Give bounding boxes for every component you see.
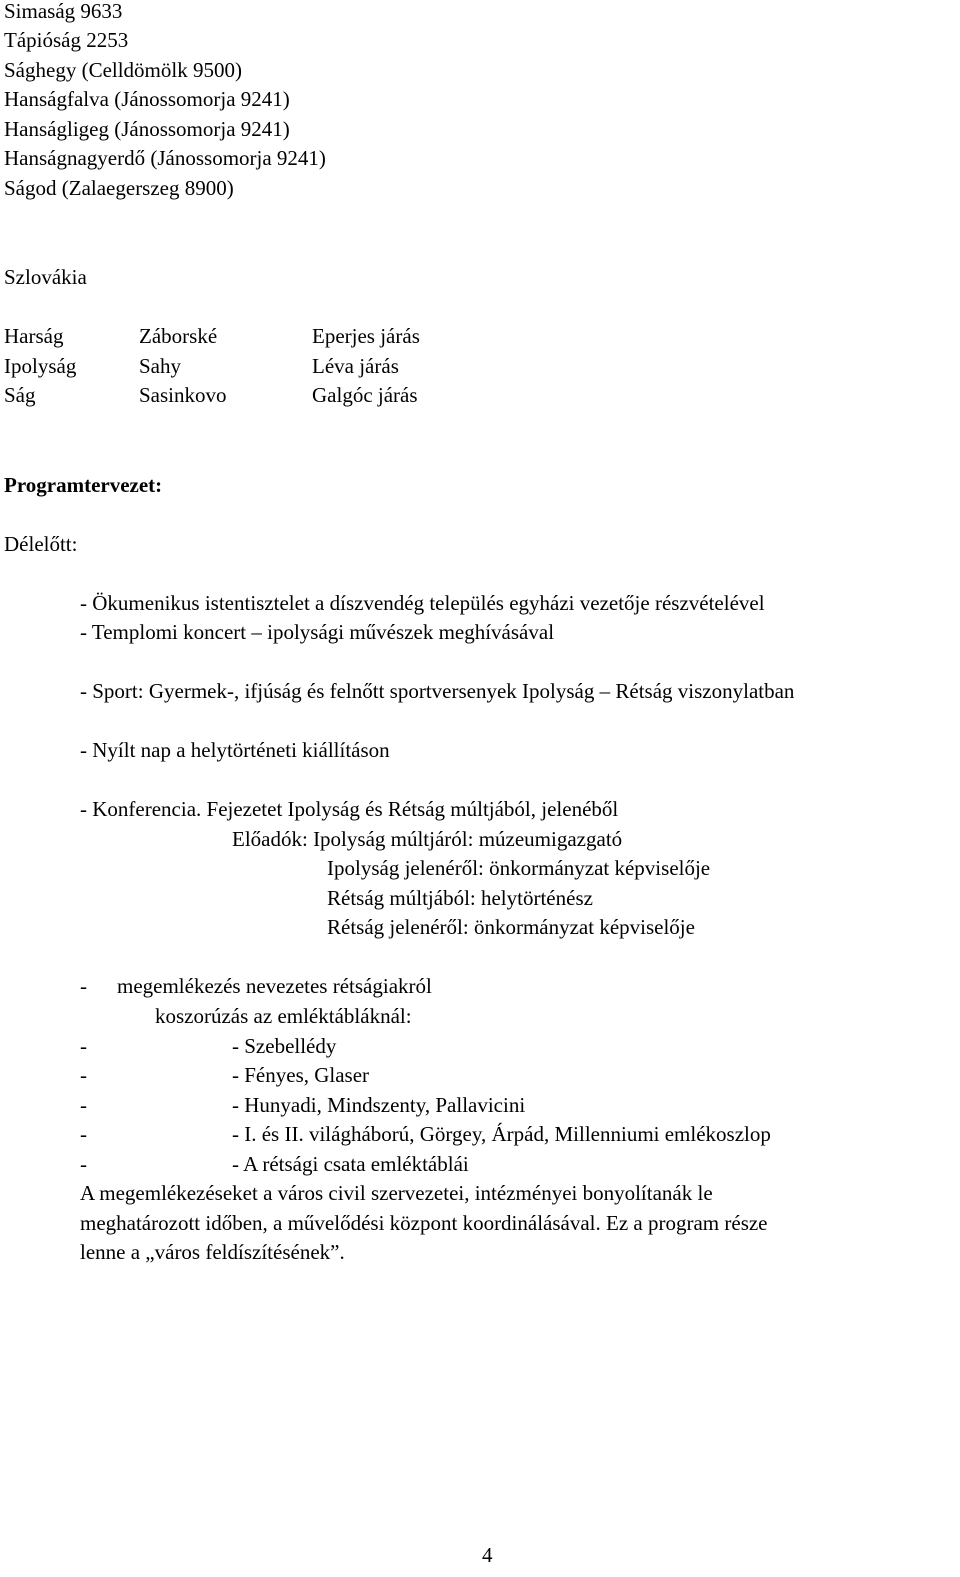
list-item: Hanságligeg (Jánossomorja 9241) xyxy=(4,117,290,141)
list-item: - A rétsági csata emléktáblái xyxy=(232,1152,469,1176)
hu-name-cell: Harság xyxy=(4,324,64,348)
morning-label: Délelőtt: xyxy=(4,532,78,556)
list-item: Sághegy (Celldömölk 9500) xyxy=(4,58,242,82)
dash: - xyxy=(80,1034,87,1058)
list-item: Simaság 9633 xyxy=(4,0,123,23)
paragraph-line: meghatározott időben, a művelődési központ koordinálásával. Ez a program része xyxy=(80,1211,768,1235)
speaker-item: Ipolyság jelenéről: önkormányzat képviselője xyxy=(327,856,711,880)
list-item: - Fényes, Glaser xyxy=(232,1063,370,1087)
paragraph-line: A megemlékezéseket a város civil szervezetei, intézményei bonyolítanák le xyxy=(80,1181,713,1205)
speakers-first: Előadók: Ipolyság múltjáról: múzeumigazgató xyxy=(232,827,623,851)
district-cell: Léva járás xyxy=(312,354,399,378)
slovakia-heading: Szlovákia xyxy=(4,265,87,289)
dash: - xyxy=(80,974,87,998)
program-heading: Programtervezet: xyxy=(4,473,163,497)
paragraph-line: lenne a „város feldíszítésének”. xyxy=(80,1240,345,1264)
list-item: - I. és II. világháború, Görgey, Árpád, Millenniumi emlékoszlop xyxy=(232,1122,771,1146)
sk-name-cell: Záborské xyxy=(139,324,218,348)
district-cell: Eperjes járás xyxy=(312,324,420,348)
dash: - xyxy=(80,1093,87,1117)
dash: - xyxy=(80,1122,87,1146)
sk-name-cell: Sahy xyxy=(139,354,181,378)
dash: - xyxy=(80,1063,87,1087)
list-item: - Konferencia. Fejezetet Ipolyság és Rétság múltjából, jelenéből xyxy=(80,797,619,821)
list-item: Hanságfalva (Jánossomorja 9241) xyxy=(4,87,290,111)
list-item: - Ökumenikus istentisztelet a díszvendég település egyházi vezetője részvételével xyxy=(80,591,765,615)
page-number: 4 xyxy=(482,1543,493,1567)
list-item: - Hunyadi, Mindszenty, Pallavicini xyxy=(232,1093,526,1117)
list-item: - Sport: Gyermek-, ifjúság és felnőtt sportversenyek Ipolyság – Rétság viszonylatban xyxy=(80,679,795,703)
list-item: Ságod (Zalaegerszeg 8900) xyxy=(4,176,234,200)
list-item: Tápióság 2253 xyxy=(4,28,129,52)
speaker-item: Rétság múltjából: helytörténész xyxy=(327,886,593,910)
dash: - xyxy=(80,1152,87,1176)
wreath-label: koszorúzás az emléktábláknál: xyxy=(155,1004,412,1028)
list-item: - Szebellédy xyxy=(232,1034,337,1058)
list-item: - Templomi koncert – ipolysági művészek meghívásával xyxy=(80,620,555,644)
commemoration-title: megemlékezés nevezetes rétságiakról xyxy=(117,974,432,998)
list-item: Hanságnagyerdő (Jánossomorja 9241) xyxy=(4,146,326,170)
hu-name-cell: Ipolyság xyxy=(4,354,77,378)
hu-name-cell: Ság xyxy=(4,383,36,407)
speaker-item: Rétság jelenéről: önkormányzat képviselője xyxy=(327,915,695,939)
sk-name-cell: Sasinkovo xyxy=(139,383,227,407)
district-cell: Galgóc járás xyxy=(312,383,418,407)
list-item: - Nyílt nap a helytörténeti kiállításon xyxy=(80,738,390,762)
